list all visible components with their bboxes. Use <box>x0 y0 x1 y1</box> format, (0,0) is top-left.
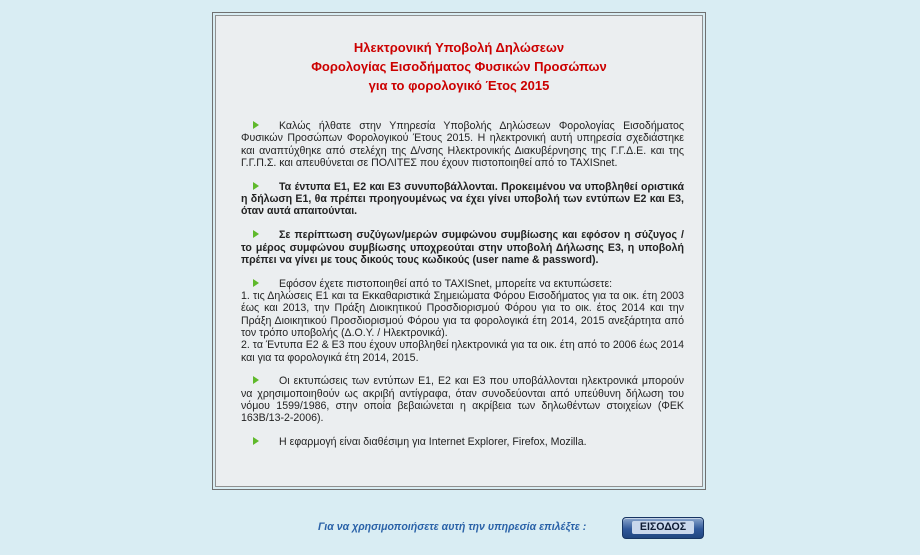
printouts-item-1: 1. τις Δηλώσεις Ε1 και τα Εκκαθαριστικά Σημειώματα Φόρου Εισοδήματος για τα οικ. έτη 2003 έως και 2013, την Πράξη Διοικητικού Προσδιορισμού Φόρου για το οικ. έτος 2014 και την Πράξη Διοικητικού Προσδιορισμού Φόρου για τα φορολογικά έτη 2014, 2015 ανεξάρτητα από τον τρόπο υποβολής (Δ.Ο.Υ. / Ηλεκτρονικά). <box>241 290 684 339</box>
paragraph-printouts <box>241 278 684 364</box>
paragraph-browsers <box>241 436 684 448</box>
green-arrow-icon <box>253 376 259 384</box>
paragraph-certified-copies-text: Οι εκτυπώσεις των εντύπων Ε1, Ε2 και Ε3 που υποβάλλονται ηλεκτρονικά μπορούν να χρησιμοποιηθούν ως ακριβή αντίγραφα, όταν συνοδεύονται από υπεύθυνη δήλωση του νόμου 1599/1986, στην οποία βεβαιώνεται η ακρίβεια των δηλωθέντων στοιχείων (ΦΕΚ 163Β/13-2-2006). <box>241 375 684 425</box>
paragraph-spouses <box>241 229 684 266</box>
paragraph-forms-cosubmission <box>241 181 684 218</box>
enter-button-label: ΕΙΣΟΔΟΣ <box>632 521 694 534</box>
title-line-1: Ηλεκτρονική Υποβολή Δηλώσεων <box>353 40 565 55</box>
paragraph-forms-cosubmission-text: Τα έντυπα Ε1, Ε2 και Ε3 συνυποβάλλονται. Προκειμένου να υποβληθεί οριστικά η δήλωση Ε1, θα πρέπει προηγουμένως να έχει γίνει υποβολή των εντύπων Ε2 και Ε3, όταν αυτά απαιτούνται. <box>241 180 684 218</box>
title-line-3: για το φορολογικό Έτος 2015 <box>368 78 550 93</box>
paragraph-browsers-text: Η εφαρμογή είναι διαθέσιμη για Internet Explorer, Firefox, Mozilla. <box>279 436 587 449</box>
green-arrow-icon <box>253 279 259 287</box>
info-panel-inner <box>215 15 703 487</box>
paragraph-spouses-text: Σε περίπτωση συζύγων/μερών συμφώνου συμβίωσης και εφόσον η σύζυγος / το μέρος συμφώνου συμβίωσης υποχρεούται στην υποβολή Δήλωσης Ε3, η υποβολή πρέπει να γίνει με τους δικούς τους κωδικούς (user name & password). <box>241 229 684 266</box>
info-content <box>241 120 684 460</box>
enter-prompt-text: Για να χρησιμοποιήσετε αυτή την υπηρεσία επιλέξτε : <box>318 521 587 533</box>
green-arrow-icon <box>253 230 259 238</box>
info-panel <box>212 12 706 490</box>
enter-button[interactable] <box>622 517 704 539</box>
paragraph-welcome <box>241 120 684 169</box>
paragraph-certified-copies <box>241 375 684 424</box>
green-arrow-icon <box>253 437 259 445</box>
paragraph-welcome-text: Καλώς ήλθατε στην Υπηρεσία Υποβολής Δηλώσεων Φορολογίας Εισοδήματος Φυσικών Προσώπων Φορολογικού Έτους 2015. Η ηλεκτρονική αυτή υπηρεσία σχεδιάστηκε και αναπτύχθηκε από στελέχη της Δ/νσης Ηλεκτρονικής Διακυβέρνησης της Γ.Γ.Δ.Ε. και της Γ.Γ.Π.Σ. και απευθύνεται σε ΠΟΛΙΤΕΣ που έχουν πιστοποιηθεί από το TAXISnet. <box>241 120 684 169</box>
title-line-2: Φορολογίας Εισοδήματος Φυσικών Προσώπων <box>311 59 607 74</box>
green-arrow-icon <box>253 182 259 190</box>
green-arrow-icon <box>253 121 259 129</box>
printouts-item-2: 2. τα Έντυπα Ε2 & Ε3 που έχουν υποβληθεί ηλεκτρονικά για τα οικ. έτη από το 2006 έως 2014 και για τα φορολογικά έτη 2014, 2015. <box>241 339 684 364</box>
paragraph-printouts-intro: Εφόσον έχετε πιστοποιηθεί από το TAXISnet, μπορείτε να εκτυπώσετε: <box>279 277 613 290</box>
page-title <box>216 38 702 95</box>
